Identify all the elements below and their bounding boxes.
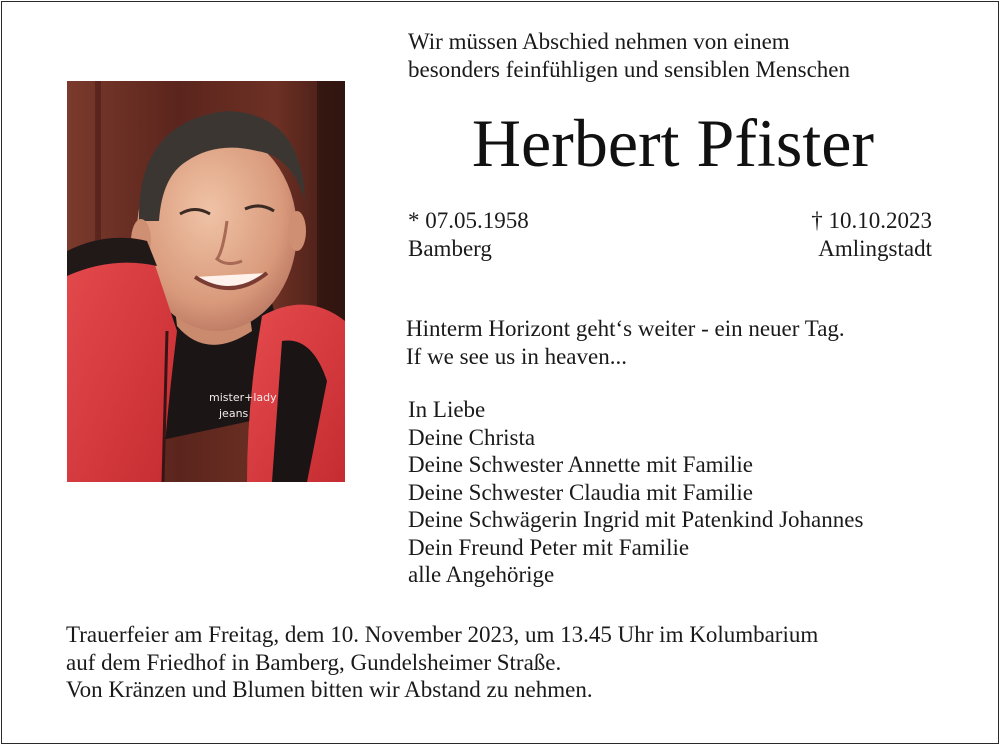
signer-line: Deine Schwester Annette mit Familie (408, 452, 753, 477)
signer-line: Deine Schwester Claudia mit Familie (408, 479, 753, 505)
death-place: Amlingstadt (818, 235, 932, 261)
signer-line: In Liebe (408, 397, 486, 422)
signer-line: Dein Freund Peter mit Familie (408, 534, 690, 560)
service-line: Trauerfeier am Freitag, dem 10. November 2023, um 13.45 Uhr im Kolumbarium (66, 622, 819, 647)
signer-line: alle Angehörige (408, 562, 555, 587)
motto-text (406, 315, 845, 370)
death-info (798, 207, 932, 262)
service-line: Von Kränzen und Blumen bitten wir Abstand zu nehmen. (66, 677, 593, 702)
birth-date: * 07.05.1958 (408, 208, 529, 233)
birth-place: Bamberg (408, 235, 492, 261)
signer-line: Deine Christa (408, 424, 536, 450)
intro-line: Wir müssen Abschied nehmen von einem (408, 29, 790, 54)
service-line: auf dem Friedhof in Bamberg, Gundelsheimer Straße. (66, 649, 562, 675)
birth-info (408, 207, 529, 262)
deceased-name: Herbert Pfister (471, 105, 875, 181)
portrait-image (67, 81, 345, 482)
obituary-card (1, 1, 999, 744)
motto-line: Hinterm Horizont geht‘s weiter - ein neuer Tag. (406, 316, 845, 341)
service-info (66, 621, 818, 704)
intro-text (408, 28, 850, 83)
portrait-photo (67, 81, 345, 482)
jacket-print-line-1: mister+lady (209, 391, 277, 404)
jacket-print-line-2: jeans (219, 407, 249, 420)
motto-line: If we see us in heaven... (406, 343, 627, 369)
signer-line: Deine Schwägerin Ingrid mit Patenkind Johannes (408, 507, 864, 532)
intro-line: besonders feinfühligen und sensiblen Menschen (408, 56, 851, 82)
signers-list (408, 396, 863, 589)
death-date: † 10.10.2023 (811, 208, 932, 233)
